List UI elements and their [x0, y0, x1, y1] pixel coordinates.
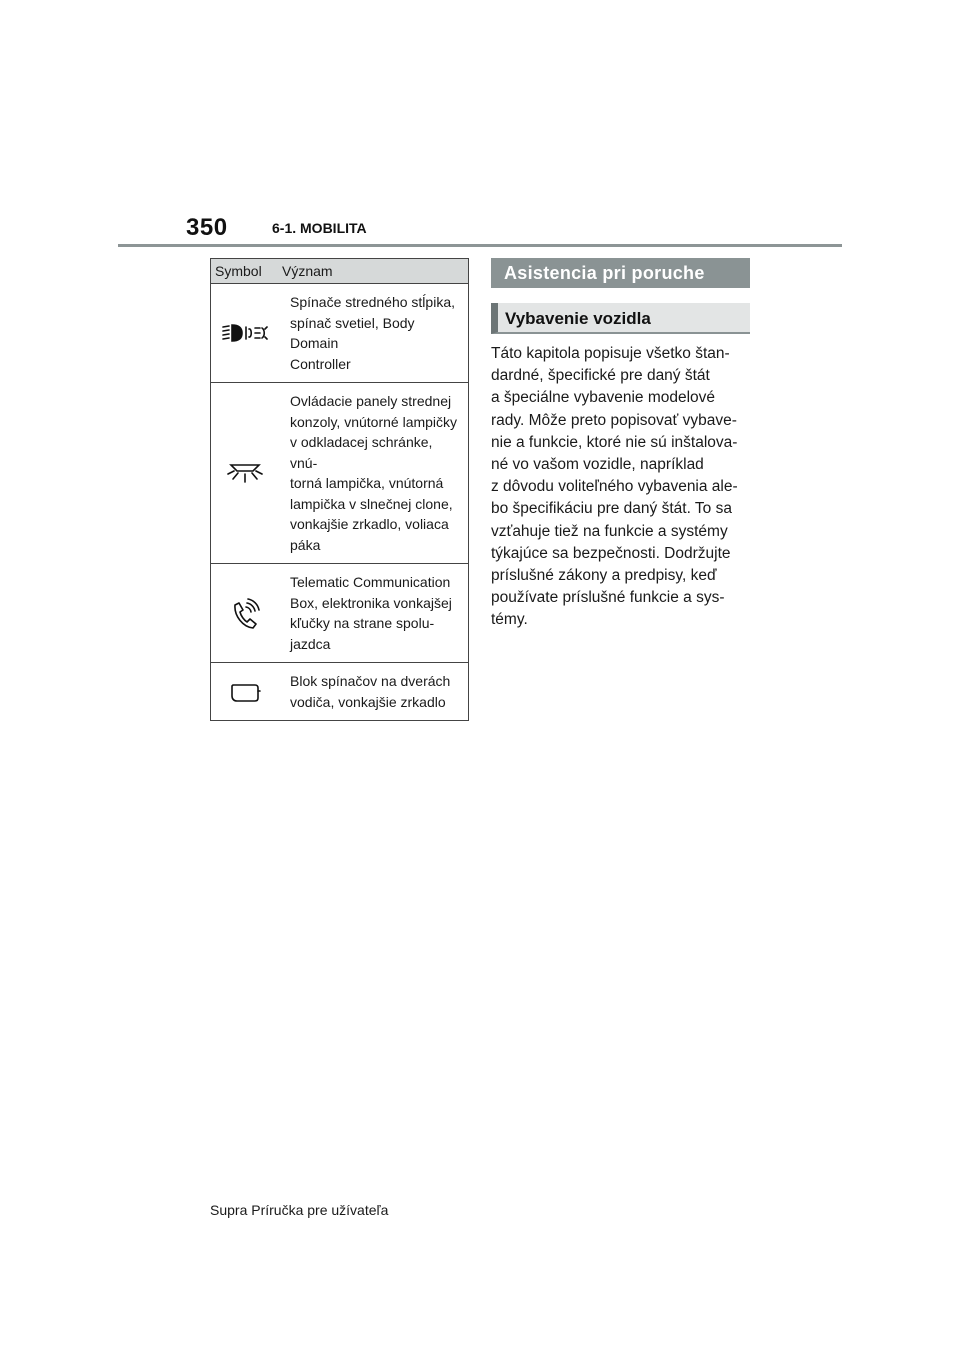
paragraph-line: týkajúce sa bezpečnosti. Dodržujte	[491, 544, 731, 562]
footer-text: Supra Príručka pre užívateľa	[210, 1202, 389, 1218]
header-divider	[118, 244, 842, 247]
paragraph-line: príslušné zákony a predpisy, keď	[491, 567, 717, 585]
paragraph-line: rady. Môže preto popisovať vybave-	[491, 411, 737, 429]
section-heading: Asistencia pri poruche	[491, 258, 750, 288]
column-header-symbol: Symbol	[211, 259, 279, 284]
exterior-mirror-icon	[229, 682, 261, 698]
meaning-cell	[278, 564, 469, 663]
paragraph-line: a špeciálne vybavenie modelové	[491, 389, 716, 407]
symbol-cell	[211, 383, 279, 564]
body-paragraph	[491, 343, 751, 632]
paragraph-line: Táto kapitola popisuje všetko štan-	[491, 345, 730, 362]
meaning-line: konzoly, vnútorné lampičky	[290, 413, 458, 430]
meaning-line: torná lampička, vnútorná	[290, 475, 444, 491]
meaning-line: lampička v slnečnej clone,	[290, 495, 453, 512]
meaning-line: Telematic Communication	[290, 574, 451, 590]
meaning-line: Box, elektronika vonkajšej	[290, 594, 452, 611]
page-number: 350	[186, 214, 228, 241]
meaning-line: vonkajšie zrkadlo, voliaca	[290, 516, 449, 532]
meaning-cell	[278, 383, 469, 564]
paragraph-line: nie a funkcie, ktoré nie sú inštalova-	[491, 433, 738, 451]
table-header-row	[211, 259, 469, 284]
table-row	[211, 564, 469, 663]
meaning-line: Spínače stredného stĺpika,	[290, 294, 455, 310]
meaning-line: páka	[290, 536, 321, 553]
interior-light-icon	[227, 464, 263, 480]
paragraph-line: bo špecifikáciu pre daný štát. To sa	[491, 500, 732, 518]
meaning-line: Blok spínačov na dverách	[290, 673, 451, 689]
symbol-cell	[211, 663, 279, 721]
paragraph-line: dardné, špecifické pre daný štát	[491, 367, 710, 385]
paragraph-line: né vo vašom vozidle, napríklad	[491, 456, 704, 474]
meaning-line: Controller	[290, 355, 351, 372]
paragraph-line: vzťahuje tiež na funkcie a systémy	[491, 522, 728, 540]
symbol-cell	[211, 284, 279, 383]
meaning-cell	[278, 284, 469, 383]
column-header-meaning: Význam	[278, 259, 469, 284]
meaning-line: v odkladacej schránke, vnú-	[290, 434, 433, 471]
table-row	[211, 663, 469, 721]
meaning-line: jazdca	[290, 635, 331, 652]
meaning-cell	[278, 663, 469, 721]
meaning-line: kľučky na strane spolu-	[290, 615, 435, 631]
meaning-line: Ovládacie panely strednej	[290, 393, 452, 409]
section-title: 6-1. MOBILITA	[272, 220, 367, 236]
table-row	[211, 284, 469, 383]
telematic-phone-icon	[229, 604, 261, 620]
meaning-line: vodiča, vonkajšie zrkadlo	[290, 693, 446, 710]
symbol-table	[210, 258, 469, 721]
table-row	[211, 383, 469, 564]
paragraph-line: používate príslušné funkcie a sys-	[491, 589, 725, 607]
paragraph-line: z dôvodu voliteľného vybavenia ale-	[491, 478, 738, 496]
meaning-line: spínač svetiel, Body Domain	[290, 314, 415, 351]
headlight-switch-icon	[222, 324, 268, 340]
paragraph-line: témy.	[491, 611, 528, 629]
symbol-cell	[211, 564, 279, 663]
subsection-heading: Vybavenie vozidla	[491, 303, 750, 334]
